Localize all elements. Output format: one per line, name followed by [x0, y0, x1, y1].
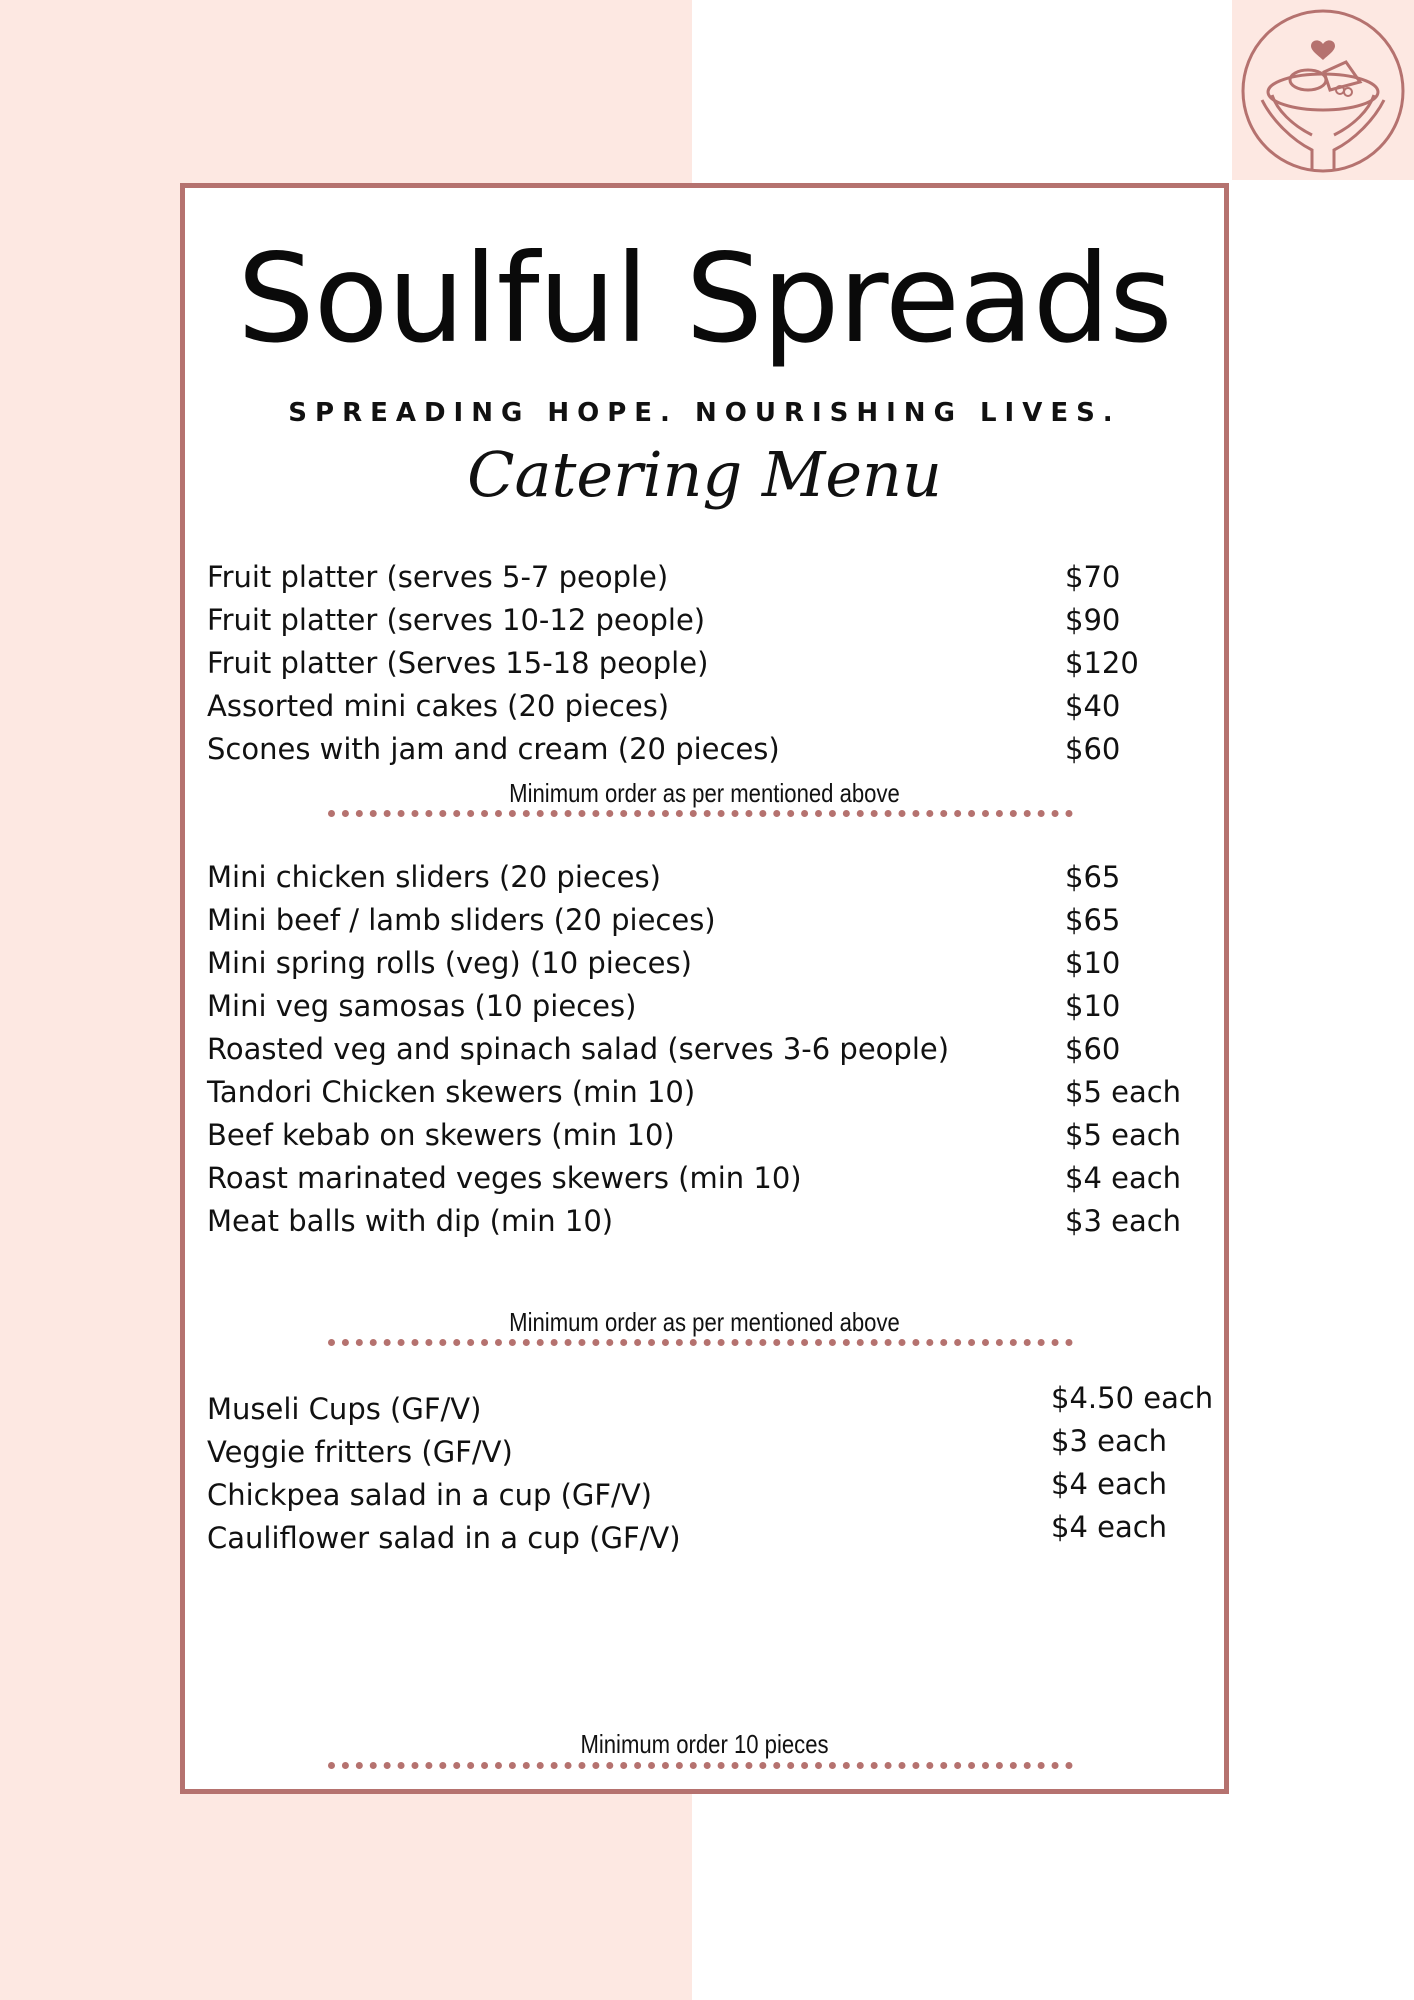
- menu-item-price: $4 each: [1051, 1510, 1168, 1544]
- menu-item-price: $4.50 each: [1051, 1381, 1214, 1415]
- menu-item-name: Assorted mini cakes (20 pieces): [207, 689, 670, 723]
- menu-item-price: $4 each: [1065, 1161, 1182, 1195]
- menu-item-price: $40: [1065, 689, 1121, 723]
- dotted-divider: [328, 1762, 1073, 1769]
- menu-item-price: $60: [1065, 732, 1121, 766]
- menu-item-price: $120: [1065, 646, 1139, 680]
- tagline: SPREADING HOPE. NOURISHING LIVES.: [288, 398, 1121, 428]
- hands-holding-food-heart-icon: [1232, 0, 1414, 180]
- page-title: Soulful Spreads: [237, 228, 1172, 370]
- menu-item-price: $70: [1065, 560, 1121, 594]
- menu-item-name: Veggie fritters (GF/V): [207, 1435, 513, 1469]
- logo: [1232, 0, 1414, 180]
- menu-item-name: Mini beef / lamb sliders (20 pieces): [207, 903, 716, 937]
- menu-item-price: $10: [1065, 989, 1121, 1023]
- menu-item-name: Meat balls with dip (min 10): [207, 1204, 614, 1238]
- menu-item-price: $5 each: [1065, 1075, 1182, 1109]
- menu-item-price: $90: [1065, 603, 1121, 637]
- menu-item-price: $65: [1065, 860, 1121, 894]
- menu-item-price: $10: [1065, 946, 1121, 980]
- menu-item-name: Fruit platter (serves 5-7 people): [207, 560, 669, 594]
- menu-item-price: $60: [1065, 1032, 1121, 1066]
- menu-item-name: Mini veg samosas (10 pieces): [207, 989, 637, 1023]
- minimum-order-note: Minimum order as per mentioned above: [509, 1307, 900, 1337]
- menu-item-price: $3 each: [1065, 1204, 1182, 1238]
- minimum-order-note: Minimum order as per mentioned above: [509, 778, 900, 808]
- dotted-divider: [328, 1339, 1073, 1346]
- menu-item-name: Roasted veg and spinach salad (serves 3-6 people): [207, 1032, 950, 1066]
- menu-item-name: Mini spring rolls (veg) (10 pieces): [207, 946, 692, 980]
- menu-item-name: Fruit platter (serves 10-12 people): [207, 603, 706, 637]
- menu-item-price: $5 each: [1065, 1118, 1182, 1152]
- menu-item-price: $3 each: [1051, 1424, 1168, 1458]
- menu-item-name: Beef kebab on skewers (min 10): [207, 1118, 675, 1152]
- menu-item-name: Museli Cups (GF/V): [207, 1392, 482, 1426]
- menu-item-name: Roast marinated veges skewers (min 10): [207, 1161, 802, 1195]
- menu-item-price: $4 each: [1051, 1467, 1168, 1501]
- menu-card: [180, 183, 1229, 1794]
- dotted-divider: [328, 810, 1073, 817]
- menu-subtitle: Catering Menu: [467, 438, 942, 511]
- menu-item-price: $65: [1065, 903, 1121, 937]
- menu-item-name: Mini chicken sliders (20 pieces): [207, 860, 661, 894]
- menu-item-name: Tandori Chicken skewers (min 10): [207, 1075, 696, 1109]
- menu-item-name: Scones with jam and cream (20 pieces): [207, 732, 780, 766]
- minimum-order-note: Minimum order 10 pieces: [580, 1729, 829, 1759]
- menu-item-name: Chickpea salad in a cup (GF/V): [207, 1478, 652, 1512]
- menu-item-name: Cauliflower salad in a cup (GF/V): [207, 1521, 681, 1555]
- menu-item-name: Fruit platter (Serves 15-18 people): [207, 646, 709, 680]
